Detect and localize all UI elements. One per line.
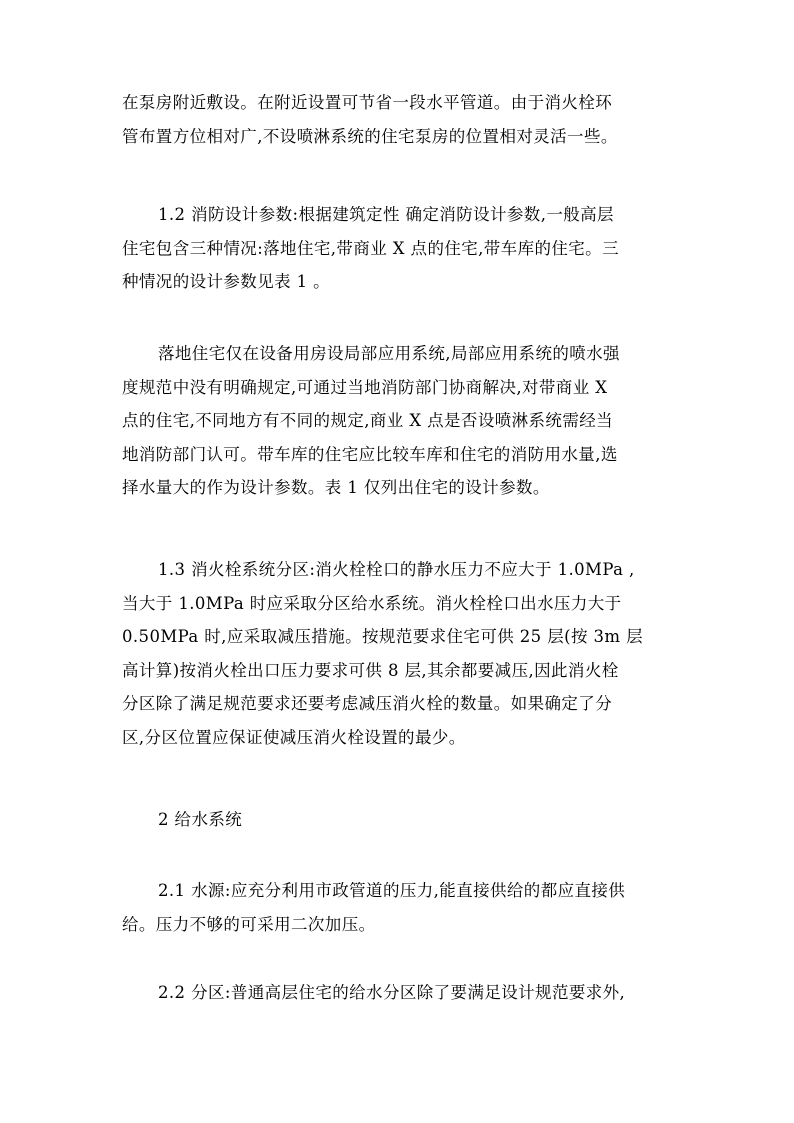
text-line: 在泵房附近敷设。在附近设置可节省一段水平管道。由于消火栓环 (122, 93, 613, 112)
text-line: 度规范中没有明确规定,可通过当地消防部门协商解决,对带商业 X (122, 377, 608, 397)
section-2-1-paragraph (122, 874, 682, 941)
text-line: 分区除了满足规范要求还要考虑减压消火栓的数量。如果确定了分 (122, 694, 613, 713)
section-2-heading: 2 给水系统 (158, 810, 243, 829)
text-line: 高计算)按消火栓出口压力要求可供 8 层,其余都要减压,因此消火栓 (122, 660, 619, 680)
text-line: 1.2 消防设计参数:根据建筑定性 确定消防设计参数,一般高层 (158, 205, 614, 224)
text-line: 地消防部门认可。带车库的住宅应比较车库和住宅的消防用水量,选 (122, 444, 618, 464)
text-line: 给。压力不够的可采用二次加压。 (122, 914, 376, 934)
text-line: 2.2 分区:普通高层住宅的给水分区除了要满足设计规范要求外, (158, 983, 626, 1002)
section-1-2-paragraph (122, 198, 682, 299)
section-2-2-paragraph (122, 976, 682, 1010)
text-line: 点的住宅,不同地方有不同的规定,商业 X 点是否设喷淋系统需经当 (122, 411, 614, 430)
section-1-3-paragraph (122, 553, 682, 754)
text-line: 2.1 水源:应充分利用市政管道的压力,能直接供给的都应直接供 (158, 881, 626, 900)
text-line: 0.50MPa 时,应采取减压措施。按规范要求住宅可供 25 层(按 3m 层 (122, 627, 643, 646)
text-line: 落地住宅仅在设备用房设局部应用系统,局部应用系统的喷水强 (158, 344, 620, 363)
text-line: 当大于 1.0MPa 时应采取分区给水系统。消火栓栓口出水压力大于 (122, 593, 622, 613)
text-line: 择水量大的作为设计参数。表 1 仅列出住宅的设计参数。 (122, 478, 550, 497)
text-line: 区,分区位置应保证使减压消火栓设置的最少。 (122, 727, 466, 747)
text-line: 1.3 消火栓系统分区:消火栓栓口的静水压力不应大于 1.0MPa , (158, 560, 635, 579)
paragraph-pump-room (122, 86, 682, 153)
text-line: 种情况的设计参数见表 1 。 (122, 272, 331, 291)
paragraph-ground-residence (122, 337, 682, 505)
text-line: 管布置方位相对广,不设喷淋系统的住宅泵房的位置相对灵活一些。 (122, 126, 618, 146)
text-line: 住宅包含三种情况:落地住宅,带商业 X 点的住宅,带车库的住宅。三 (122, 238, 619, 258)
